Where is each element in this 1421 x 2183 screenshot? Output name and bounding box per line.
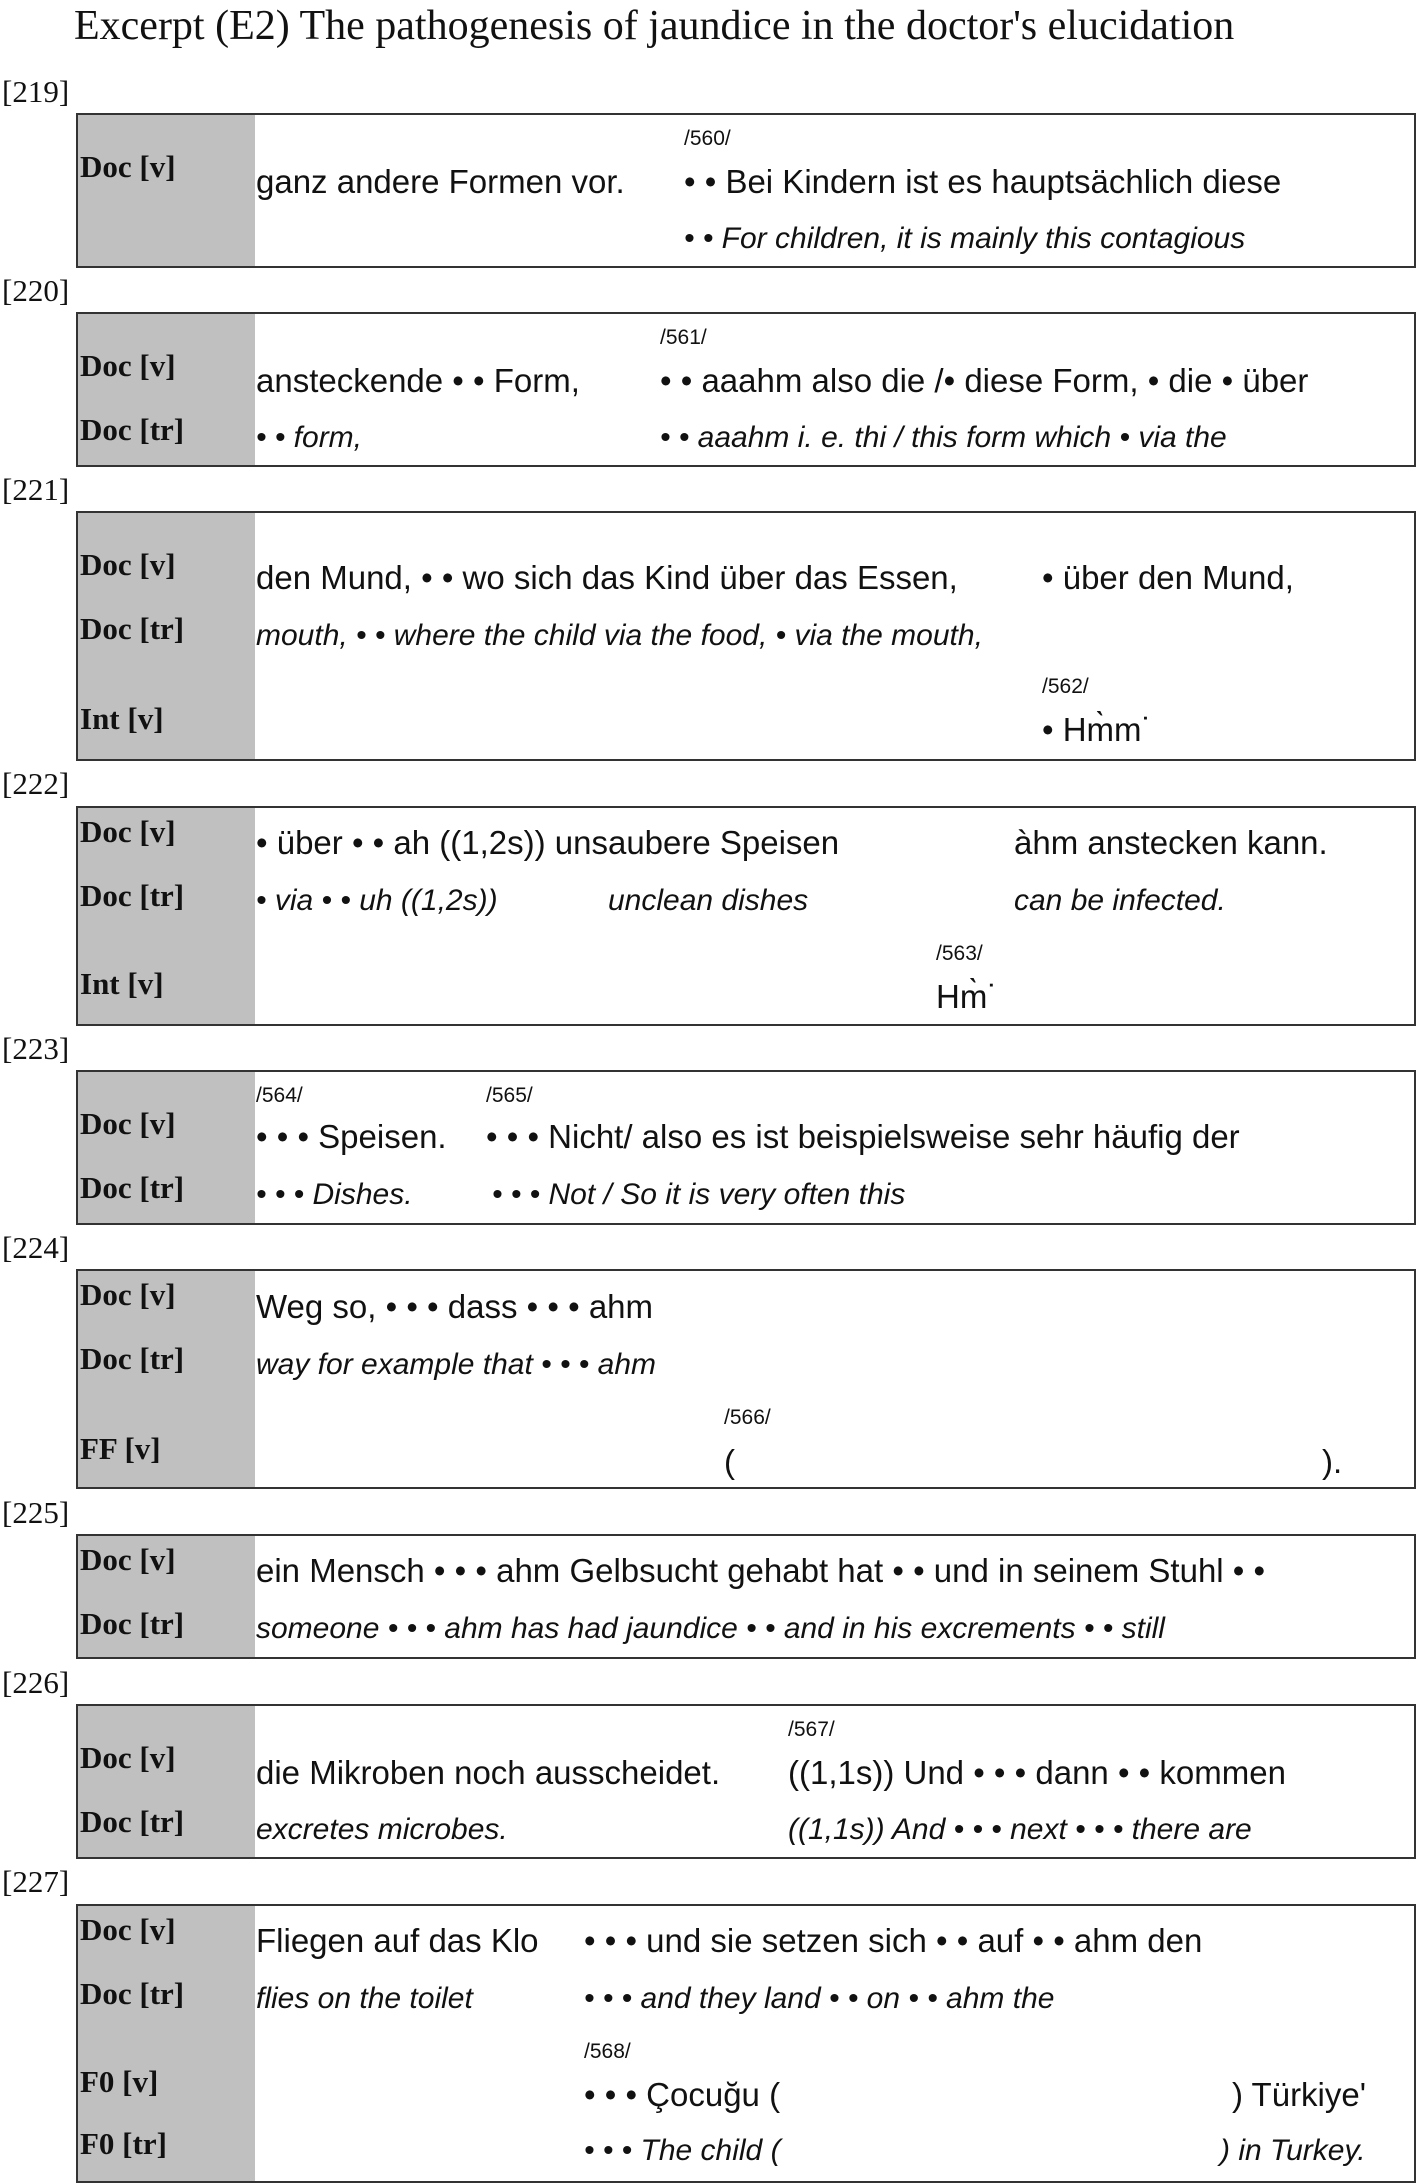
block-number: [225] xyxy=(2,1495,70,1530)
speaker-label: Doc [v] xyxy=(80,348,176,383)
verbal-text: • über den Mund, xyxy=(1042,559,1294,596)
transcript-block xyxy=(76,806,1416,1026)
block-number: [220] xyxy=(2,273,70,308)
speaker-label: Doc [v] xyxy=(80,1740,176,1775)
speaker-label: F0 [v] xyxy=(80,2064,159,2099)
transcript-block xyxy=(76,511,1416,761)
speaker-label: F0 [tr] xyxy=(80,2126,167,2161)
verbal-text: Weg so, • • • dass • • • ahm xyxy=(256,1288,654,1325)
segment-number: /568/ xyxy=(584,2040,631,2063)
verbal-text: • • • Nicht/ also es ist beispielsweise sehr häufig der xyxy=(486,1118,1240,1155)
segment-number: /566/ xyxy=(724,1406,771,1429)
verbal-text: Fliegen auf das Klo xyxy=(256,1922,539,1959)
segment-number: /565/ xyxy=(486,1084,533,1107)
speaker-label: Doc [v] xyxy=(80,149,176,184)
speaker-label: Doc [v] xyxy=(80,814,176,849)
transcript-block xyxy=(76,1269,1416,1489)
speaker-label: FF [v] xyxy=(80,1431,161,1466)
speaker-label: Doc [v] xyxy=(80,1106,176,1141)
translation-text: • • aaahm i. e. thi / this form which • via the xyxy=(660,421,1227,454)
translation-text: • • • The child ( xyxy=(584,2134,781,2167)
verbal-text: • • aaahm also die /• diese Form, • die • über xyxy=(660,362,1309,399)
block-number: [223] xyxy=(2,1031,70,1066)
translation-text: mouth, • • where the child via the food, • via the mouth, xyxy=(256,619,983,652)
block-number: [227] xyxy=(2,1864,70,1899)
translation-text: excretes microbes. xyxy=(256,1813,508,1846)
segment-number: /564/ xyxy=(256,1084,303,1107)
translation-text: unclean dishes xyxy=(608,884,809,917)
verbal-text: ansteckende • • Form, xyxy=(256,362,580,399)
segment-number: /567/ xyxy=(788,1718,835,1741)
translation-text: • • • Dishes. xyxy=(256,1178,413,1211)
translation-text: • • • Not / So it is very often this xyxy=(492,1178,906,1211)
verbal-text: • über • • ah ((1,2s)) unsaubere Speisen xyxy=(256,824,840,861)
segment-number: /563/ xyxy=(936,942,983,965)
speaker-label: Int [v] xyxy=(80,966,164,1001)
segment-number: /562/ xyxy=(1042,675,1089,698)
speaker-label: Doc [tr] xyxy=(80,412,185,447)
translation-text: can be infected. xyxy=(1014,884,1226,917)
speaker-label: Doc [tr] xyxy=(80,1976,185,2011)
verbal-text: ). xyxy=(1322,1443,1343,1480)
segment-number: /561/ xyxy=(660,326,707,349)
verbal-text: àhm anstecken kann. xyxy=(1014,824,1328,861)
verbal-text: • • • und sie setzen sich • • auf • • ahm den xyxy=(584,1922,1203,1959)
translation-text: way for example that • • • ahm xyxy=(256,1348,657,1381)
transcript-block xyxy=(76,113,1416,268)
speaker-label: Doc [tr] xyxy=(80,1606,185,1641)
translation-text: someone • • • ahm has had jaundice • • and in his excrements • • still xyxy=(256,1612,1165,1645)
speaker-label: Doc [tr] xyxy=(80,1804,185,1839)
verbal-text: ) Türkiye' xyxy=(1232,2076,1367,2113)
transcript-block xyxy=(76,1704,1416,1859)
speaker-label: Doc [tr] xyxy=(80,611,185,646)
speaker-label: Doc [v] xyxy=(80,1277,176,1312)
block-number: [224] xyxy=(2,1230,70,1265)
transcript-block xyxy=(76,1534,1416,1659)
block-number: [222] xyxy=(2,766,70,801)
translation-text: ((1,1s)) And • • • next • • • there are xyxy=(788,1813,1252,1846)
translation-text: ) in Turkey. xyxy=(1220,2134,1366,2167)
segment-number: /560/ xyxy=(684,127,731,150)
verbal-text: ein Mensch • • • ahm Gelbsucht gehabt hat • • und in seinem Stuhl • • xyxy=(256,1552,1266,1589)
speaker-label: Int [v] xyxy=(80,701,164,736)
speaker-label: Doc [tr] xyxy=(80,1341,185,1376)
speaker-label: Doc [tr] xyxy=(80,878,185,913)
verbal-text: den Mund, • • wo sich das Kind über das Essen, xyxy=(256,559,958,596)
verbal-text: • Hm̀m˙ xyxy=(1042,711,1153,748)
transcript-block xyxy=(76,312,1416,467)
verbal-text: ((1,1s)) Und • • • dann • • kommen xyxy=(788,1754,1286,1791)
block-number: [219] xyxy=(2,74,70,109)
speaker-label: Doc [v] xyxy=(80,1912,176,1947)
verbal-text: ganz andere Formen vor. xyxy=(256,163,625,200)
verbal-text: • • • Çocuğu ( xyxy=(584,2076,781,2113)
transcript-block xyxy=(76,1070,1416,1225)
translation-text: • via • • uh ((1,2s)) xyxy=(256,884,498,917)
verbal-text: • • Bei Kindern ist es hauptsächlich diese xyxy=(684,163,1282,200)
block-number: [226] xyxy=(2,1665,70,1700)
transcript-block xyxy=(76,1904,1416,2183)
verbal-text: Hm̀˙ xyxy=(936,978,999,1015)
translation-text: • • • and they land • • on • • ahm the xyxy=(584,1982,1055,2015)
verbal-text: • • • Speisen. xyxy=(256,1118,447,1155)
speaker-label: Doc [v] xyxy=(80,1542,176,1577)
block-number: [221] xyxy=(2,472,70,507)
translation-text: • • form, xyxy=(256,421,363,454)
verbal-text: ( xyxy=(724,1443,735,1480)
translation-text: • • For children, it is mainly this contagious xyxy=(684,222,1246,255)
speaker-label: Doc [v] xyxy=(80,547,176,582)
verbal-text: die Mikroben noch ausscheidet. xyxy=(256,1754,721,1791)
speaker-column xyxy=(78,115,255,266)
page-title: Excerpt (E2) The pathogenesis of jaundice in the doctor's elucidation xyxy=(74,3,1235,49)
speaker-label: Doc [tr] xyxy=(80,1170,185,1205)
translation-text: flies on the toilet xyxy=(256,1982,473,2015)
